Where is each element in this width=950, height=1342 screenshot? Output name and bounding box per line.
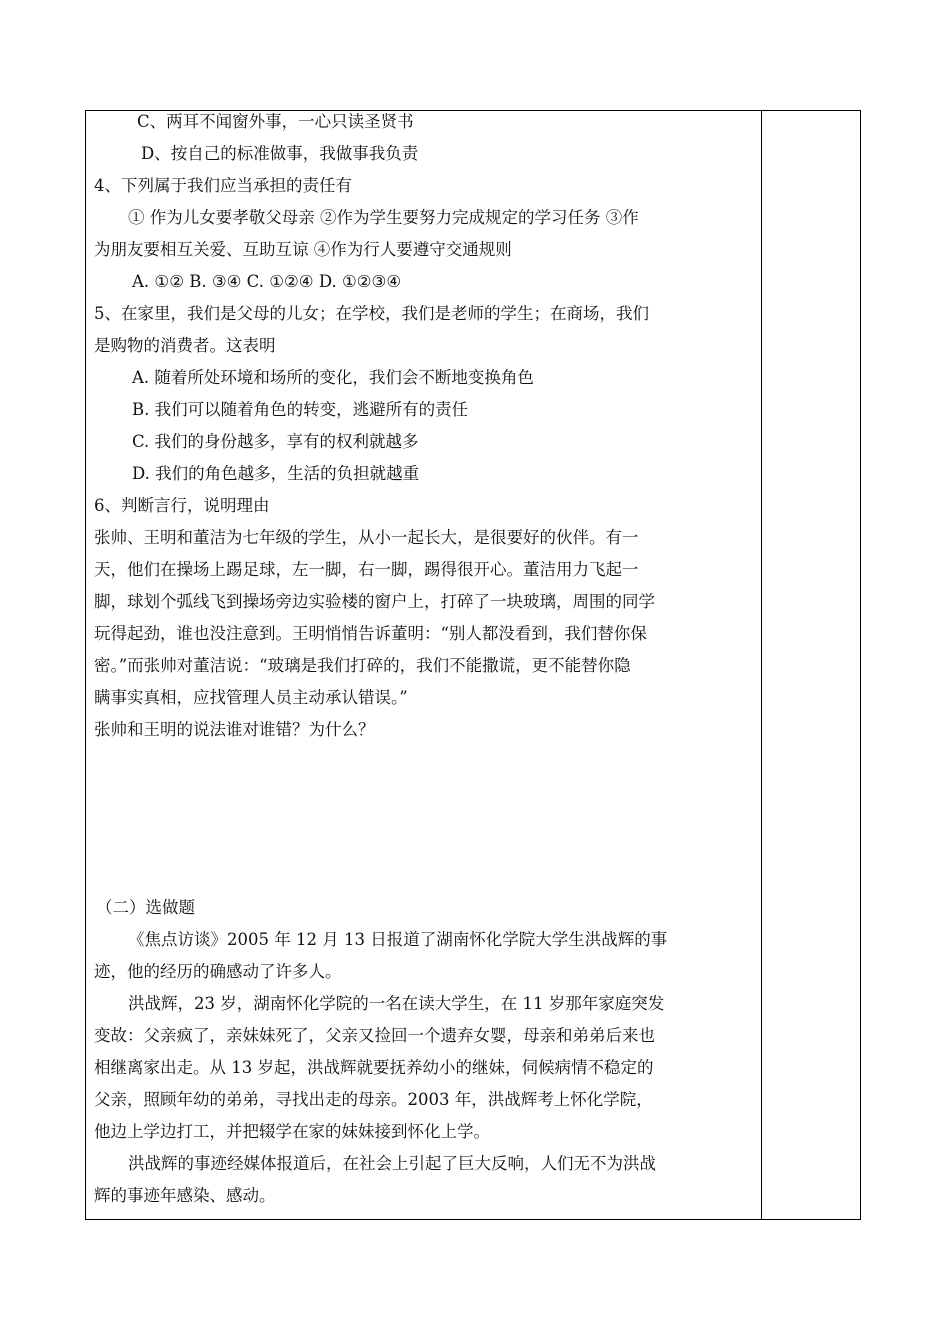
section-optional-heading: （二）选做题 (96, 898, 195, 917)
q6-passage-2: 天，他们在操场上踢足球，左一脚，右一脚，踢得很开心。董洁用力飞起一 (94, 560, 639, 579)
option-d: D、按自己的标准做事，我做事我负责 (141, 144, 419, 163)
optional-passage-8: 洪战辉的事迹经媒体报道后，在社会上引起了巨大反响，人们无不为洪战 (128, 1154, 656, 1173)
optional-passage-3: 洪战辉，23 岁，湖南怀化学院的一名在读大学生，在 11 岁那年家庭突发 (128, 994, 665, 1013)
optional-passage-4: 变故：父亲疯了，亲妹妹死了，父亲又捡回一个遗弃女婴，母亲和弟弟后来也 (94, 1026, 655, 1045)
option-c: C、两耳不闻窗外事，一心只读圣贤书 (137, 112, 414, 131)
q6-prompt: 张帅和王明的说法谁对谁错？为什么？ (94, 720, 375, 739)
question-6: 6、判断言行，说明理由 (94, 496, 270, 515)
q6-passage-6: 瞒事实真相，应找管理人员主动承认错误。” (94, 688, 408, 707)
q6-passage-4: 玩得起劲，谁也没注意到。王明悄悄告诉董明：“别人都没看到，我们替你保 (94, 624, 647, 643)
q5-option-c: C. 我们的身份越多，享有的权利就越多 (132, 432, 419, 451)
optional-passage-1: 《焦点访谈》2005 年 12 月 13 日报道了湖南怀化学院大学生洪战辉的事 (128, 930, 668, 949)
q4-statement-1: ① 作为儿女要孝敬父母亲 ②作为学生要努力完成规定的学习任务 ③作 (128, 208, 639, 227)
q6-passage-1: 张帅、王明和董洁为七年级的学生，从小一起长大，是很要好的伙伴。有一 (94, 528, 639, 547)
optional-passage-5: 相继离家出走。从 13 岁起，洪战辉就要抚养幼小的继妹，伺候病情不稳定的 (94, 1058, 654, 1077)
column-divider (761, 110, 762, 1220)
optional-passage-2: 迹，他的经历的确感动了许多人。 (94, 962, 342, 981)
q5-option-b: B. 我们可以随着角色的转变，逃避所有的责任 (132, 400, 469, 419)
q6-passage-3: 脚，球划个弧线飞到操场旁边实验楼的窗户上，打碎了一块玻璃，周围的同学 (94, 592, 655, 611)
question-5: 5、在家里，我们是父母的儿女；在学校，我们是老师的学生；在商场，我们 (94, 304, 649, 323)
question-4: 4、下列属于我们应当承担的责任有 (94, 176, 352, 195)
optional-passage-7: 他边上学边打工，并把辍学在家的妹妹接到怀化上学。 (94, 1122, 490, 1141)
q5-option-a: A. 随着所处环境和场所的变化，我们会不断地变换角色 (132, 368, 534, 387)
q5-option-d: D. 我们的角色越多，生活的负担就越重 (132, 464, 420, 483)
q6-passage-5: 密。”而张帅对董洁说：“玻璃是我们打碎的，我们不能撒谎，更不能替你隐 (94, 656, 631, 675)
optional-passage-9: 辉的事迹年感染、感动。 (94, 1186, 276, 1205)
optional-passage-6: 父亲，照顾年幼的弟弟，寻找出走的母亲。2003 年，洪战辉考上怀化学院， (94, 1090, 653, 1109)
question-5-cont: 是购物的消费者。这表明 (94, 336, 276, 355)
q4-options: A. ①② B. ③④ C. ①②④ D. ①②③④ (132, 272, 402, 291)
q4-statement-2: 为朋友要相互关爱、互助互谅 ④作为行人要遵守交通规则 (94, 240, 512, 259)
